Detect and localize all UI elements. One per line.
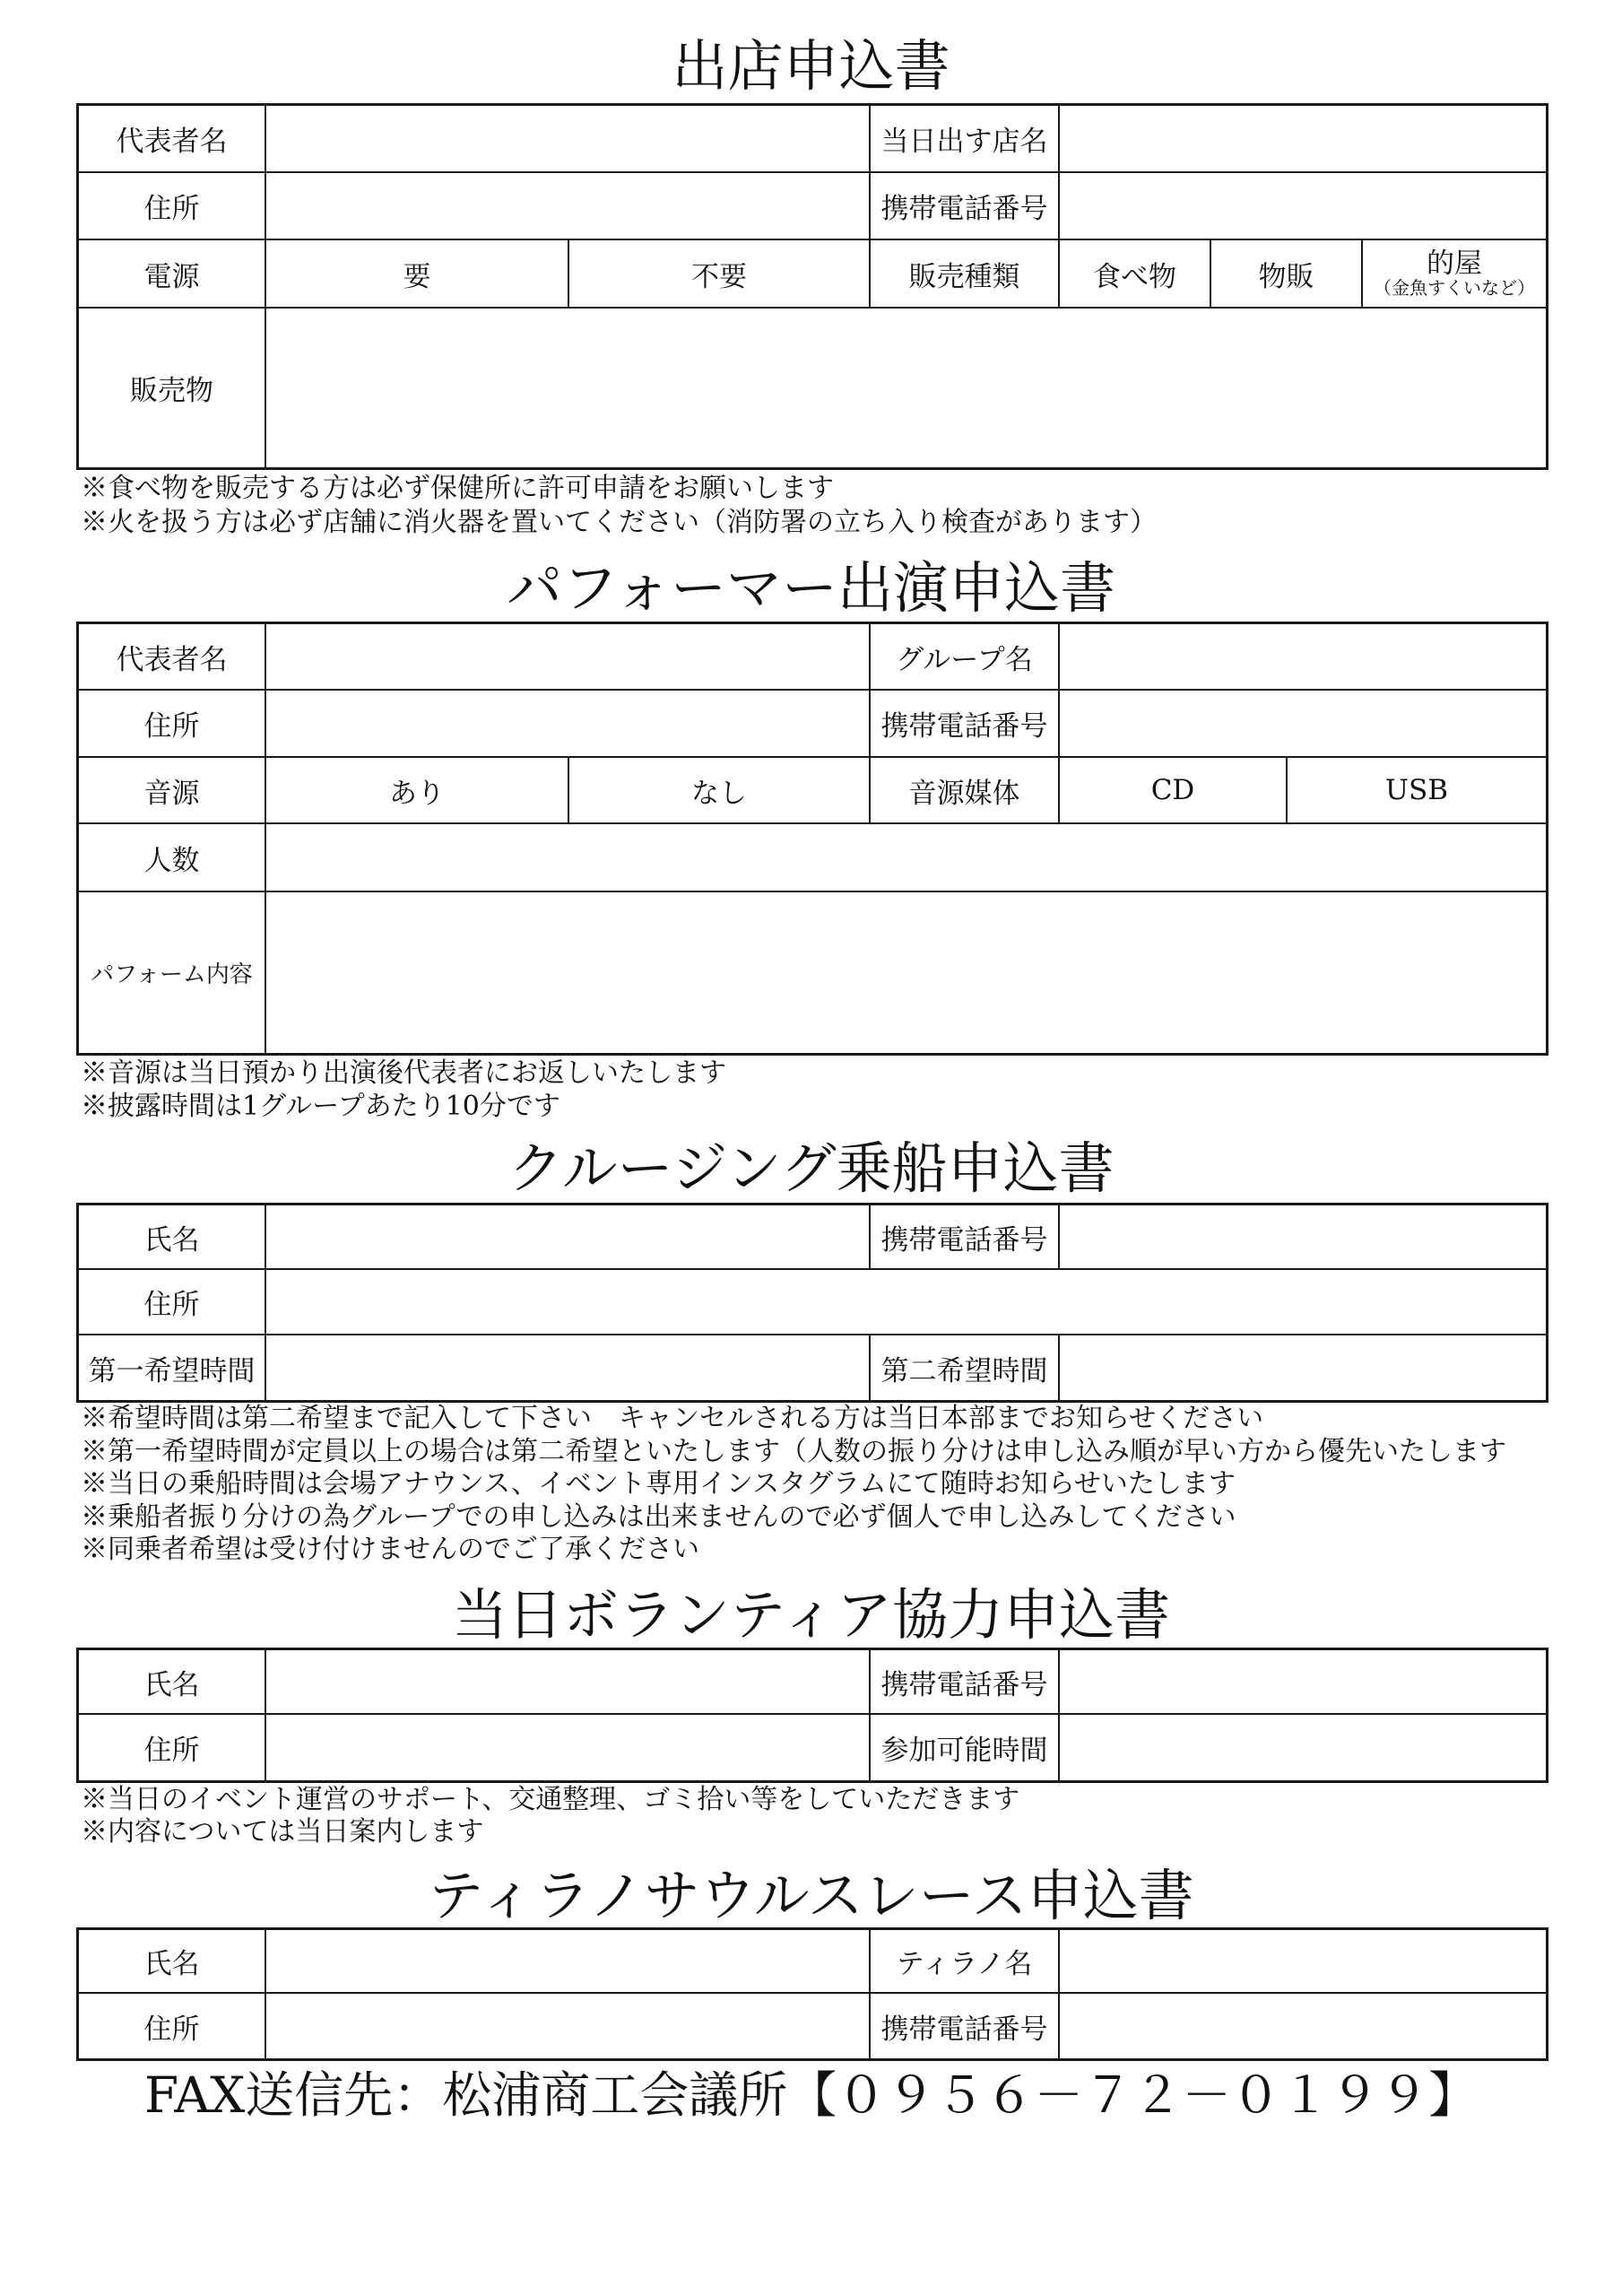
shop-row-power-sales-type xyxy=(79,240,1546,309)
performer-note: ※披露時間は1グループあたり10分です xyxy=(81,1091,560,1122)
music-source-label: 音源 xyxy=(79,758,266,822)
performer-row-content xyxy=(79,892,1546,1053)
shop-phone-field xyxy=(1060,173,1546,239)
sales-type-stall xyxy=(1363,240,1546,307)
tyranno-name-field xyxy=(1060,1930,1546,1992)
shop-application-title: 出店申込書 xyxy=(672,33,950,99)
volunteer-phone-field xyxy=(1060,1650,1546,1713)
first-choice-time-label: 第一希望時間 xyxy=(79,1335,266,1400)
fax-label: FAX送信先：松浦商工会議所 xyxy=(144,2066,788,2124)
address-label: 住所 xyxy=(79,691,266,756)
representative-label: 代表者名 xyxy=(79,106,266,171)
volunteer-row-name xyxy=(79,1650,1546,1715)
shop-name-field xyxy=(1060,106,1546,171)
shop-representative-field xyxy=(266,106,871,171)
phone-label: 携帯電話番号 xyxy=(871,1650,1060,1713)
headcount-label: 人数 xyxy=(79,824,266,891)
tyranno-race-application-table xyxy=(76,1927,1548,2061)
performer-application-title: パフォーマー出演申込書 xyxy=(507,555,1115,621)
cruising-notes xyxy=(81,1403,1506,1567)
media-option-usb: USB xyxy=(1384,774,1449,806)
phone-label: 携帯電話番号 xyxy=(871,1994,1060,2058)
tyranno-race-phone-field xyxy=(1060,1994,1546,2058)
shop-notes xyxy=(81,472,1157,540)
performer-representative-field xyxy=(266,624,871,689)
second-choice-time-label: 第二希望時間 xyxy=(871,1335,1060,1400)
shop-note: ※火を扱う方は必ず店舗に消火器を置いてください（消防署の立ち入り検査があります） xyxy=(81,507,1157,538)
sales-type-food: 食べ物 xyxy=(1060,240,1211,307)
volunteer-application-title: 当日ボランティア協力申込書 xyxy=(451,1582,1171,1648)
first-choice-time-field xyxy=(266,1335,871,1400)
phone-label: 携帯電話番号 xyxy=(871,1205,1060,1268)
power-label: 電源 xyxy=(79,240,266,307)
shop-address-field xyxy=(266,173,871,239)
address-label: 住所 xyxy=(79,1994,266,2058)
phone-label: 携帯電話番号 xyxy=(871,691,1060,756)
tyranno-row-name xyxy=(79,1930,1546,1994)
cruising-row-address xyxy=(79,1270,1546,1335)
performer-application-table xyxy=(76,622,1548,1056)
tyranno-race-application-title: ティラノサウルスレース申込書 xyxy=(428,1863,1194,1928)
volunteer-address-field xyxy=(266,1715,871,1780)
volunteer-row-address xyxy=(79,1715,1546,1780)
cruising-note: ※希望時間は第二希望まで記入して下さい キャンセルされる方は当日本部までお知らせください xyxy=(81,1403,1264,1434)
volunteer-name-field xyxy=(266,1650,871,1713)
shop-row-representative xyxy=(79,106,1546,173)
power-option-required: 要 xyxy=(266,240,569,307)
cruising-note: ※同乗者希望は受け付けませんのでご了承ください xyxy=(81,1534,699,1566)
cruising-name-field xyxy=(266,1205,871,1268)
cruising-note: ※第一希望時間が定員以上の場合は第二希望といたします（人数の振り分けは申し込み順が早い方から優先いたします xyxy=(81,1435,1506,1467)
tyranno-race-name-field xyxy=(266,1930,871,1992)
tyranno-name-label: ティラノ名 xyxy=(871,1930,1060,1992)
name-label: 氏名 xyxy=(79,1930,266,1992)
volunteer-note: ※内容については当日案内します xyxy=(81,1816,484,1848)
shop-row-goods xyxy=(79,309,1546,467)
shop-note: ※食べ物を販売する方は必ず保健所に許可申請をお願いします xyxy=(81,473,834,504)
sales-type-label: 販売種類 xyxy=(871,240,1060,307)
performer-row-address xyxy=(79,691,1546,758)
fax-number: 【０９５６－７２－０１９９】 xyxy=(787,2066,1479,2124)
performer-address-field xyxy=(266,691,871,756)
cruising-row-preferred-time xyxy=(79,1335,1546,1400)
performer-note: ※音源は当日預かり出演後代表者にお返しいたします xyxy=(81,1057,726,1089)
headcount-field xyxy=(266,824,1546,891)
goods-field xyxy=(266,309,1546,467)
second-choice-time-field xyxy=(1060,1335,1546,1400)
volunteer-application-table xyxy=(76,1648,1548,1783)
performer-phone-field xyxy=(1060,691,1546,756)
cruising-row-name xyxy=(79,1205,1546,1270)
cruising-note: ※当日の乗船時間は会場アナウンス、イベント専用インスタグラムにて随時お知らせいたします xyxy=(81,1468,1236,1500)
cruising-application-title: クルージング乗船申込書 xyxy=(507,1135,1115,1201)
address-label: 住所 xyxy=(79,1715,266,1780)
performer-row-representative xyxy=(79,624,1546,691)
performer-row-headcount xyxy=(79,824,1546,892)
shop-name-label: 当日出す店名 xyxy=(871,106,1060,171)
volunteer-note: ※当日のイベント運営のサポート、交通整理、ゴミ拾い等をしていただきます xyxy=(81,1784,1020,1815)
name-label: 氏名 xyxy=(79,1205,266,1268)
performance-content-field xyxy=(266,892,1546,1053)
sales-type-goods: 物販 xyxy=(1211,240,1363,307)
cruising-application-table xyxy=(76,1203,1548,1403)
goods-label: 販売物 xyxy=(79,309,266,467)
name-label: 氏名 xyxy=(79,1650,266,1713)
cruising-address-field xyxy=(266,1270,1546,1334)
music-source-option-yes: あり xyxy=(266,758,569,822)
available-time-label: 参加可能時間 xyxy=(871,1715,1060,1780)
performer-notes xyxy=(81,1057,726,1123)
cruising-note: ※乗船者振り分けの為グループでの申し込みは出来ませんので必ず個人で申し込みしてください xyxy=(81,1500,1236,1533)
media-label: 音源媒体 xyxy=(871,758,1060,822)
music-source-option-no: なし xyxy=(569,758,871,822)
sales-type-stall-example: （金魚すくいなど） xyxy=(1374,276,1535,299)
fax-footer xyxy=(144,2062,1478,2128)
shop-row-address xyxy=(79,173,1546,240)
performance-content-label: パフォーム内容 xyxy=(79,892,266,1053)
media-option-cd: CD xyxy=(1060,758,1288,822)
performer-row-music-source xyxy=(79,758,1546,824)
representative-label: 代表者名 xyxy=(79,624,266,689)
available-time-field xyxy=(1060,1715,1546,1780)
address-label: 住所 xyxy=(79,173,266,239)
phone-label: 携帯電話番号 xyxy=(871,173,1060,239)
tyranno-race-address-field xyxy=(266,1994,871,2058)
group-name-field xyxy=(1060,624,1546,689)
cruising-phone-field xyxy=(1060,1205,1546,1268)
volunteer-notes xyxy=(81,1784,1019,1848)
shop-application-table xyxy=(76,103,1548,470)
tyranno-row-address xyxy=(79,1994,1546,2058)
sales-type-stall-label: 的屋 xyxy=(1427,248,1482,281)
address-label: 住所 xyxy=(79,1270,266,1334)
group-name-label: グループ名 xyxy=(871,624,1060,689)
power-option-not-required: 不要 xyxy=(569,240,871,307)
